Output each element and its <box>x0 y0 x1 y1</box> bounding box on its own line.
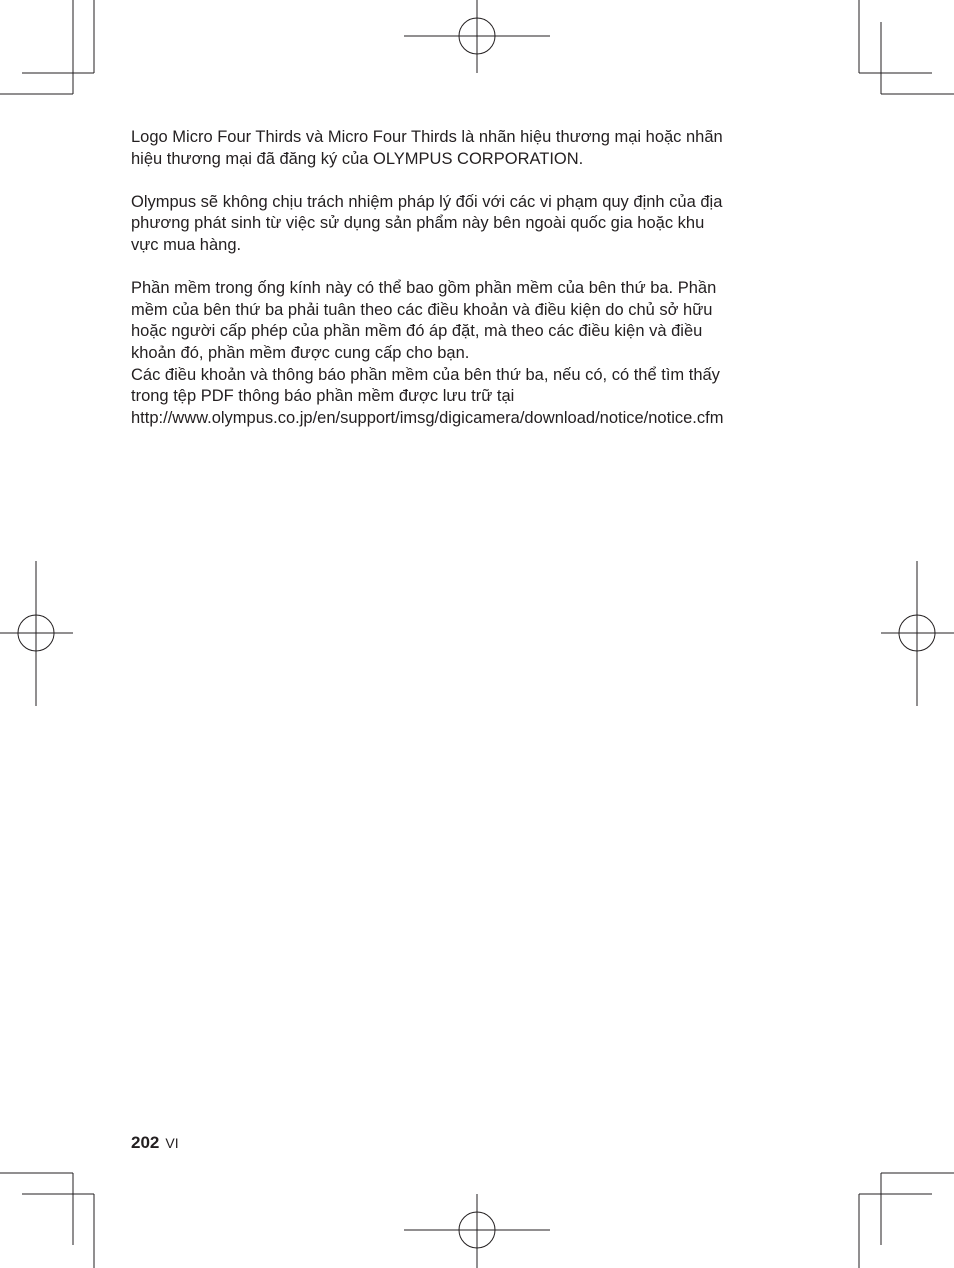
page-footer <box>131 1132 179 1154</box>
registration-mark-left <box>0 561 73 706</box>
software-notice-paragraph: Các điều khoản và thông báo phần mềm của bên thứ ba, nếu có, có thể tìm thấy trong tệp PDF thông báo phần mềm được lưu trữ tại http://www.olympus.co.jp/en/support/imsg/digicamera/download/notice/notice.cfm <box>131 365 724 427</box>
trademark-paragraph: Logo Micro Four Thirds và Micro Four Thirds là nhãn hiệu thương mại hoặc nhãn hiệu thương mại đã đăng ký của OLYMPUS CORPORATION. <box>131 128 723 168</box>
crop-mark-top-right <box>859 0 954 94</box>
registration-mark-right <box>881 561 954 706</box>
liability-paragraph: Olympus sẽ không chịu trách nhiệm pháp lý đối với các vi phạm quy định của địa phương phát sinh từ việc sử dụng sản phẩm này bên ngoài quốc gia hoặc khu vực mua hàng. <box>131 192 723 254</box>
third-party-software-paragraph: Phần mềm trong ống kính này có thể bao gồm phần mềm của bên thứ ba. Phần mềm của bên thứ ba phải tuân theo các điều khoản và điều kiện do chủ sở hữu hoặc người cấp phép của phần mềm đó áp đặt, mà theo các điều kiện và điều khoản đó, phần mềm được cung cấp cho bạn. <box>131 279 717 362</box>
registration-mark-bottom <box>404 1194 550 1268</box>
crop-mark-bottom-right <box>859 1173 954 1268</box>
crop-mark-bottom-left <box>0 1173 94 1268</box>
page-number: 202 <box>131 1133 160 1152</box>
registration-mark-top <box>404 0 550 73</box>
legal-notice-body <box>131 127 791 429</box>
language-code: VI <box>165 1135 179 1151</box>
crop-mark-top-left <box>0 0 94 94</box>
